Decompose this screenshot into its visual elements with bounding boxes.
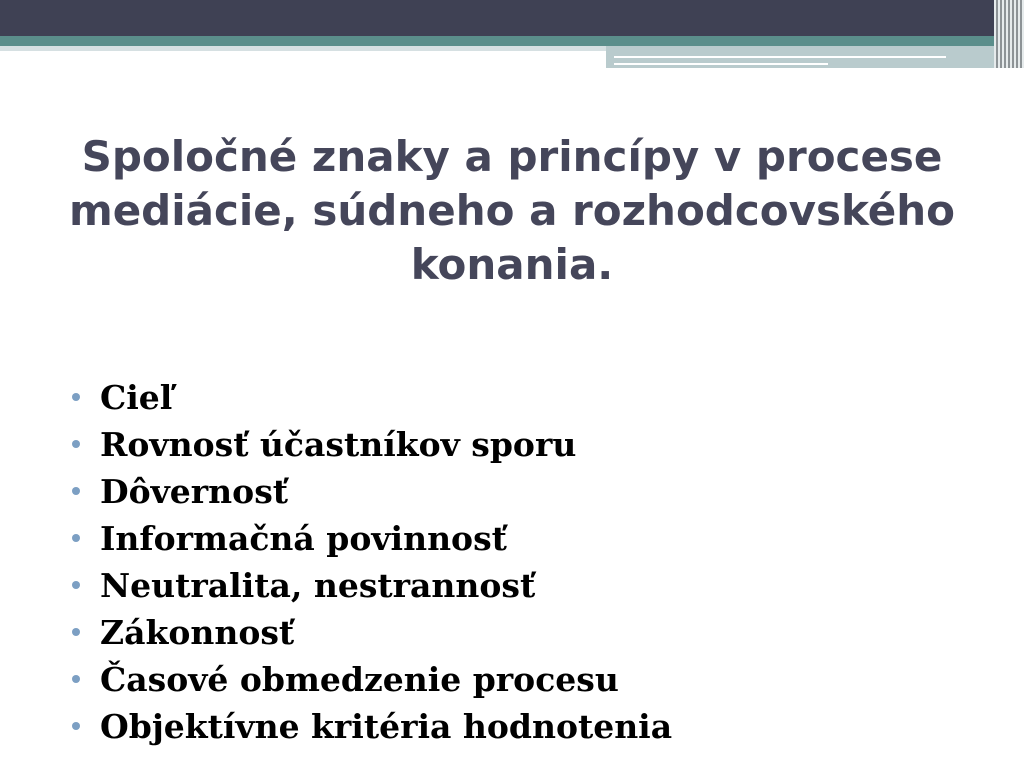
bullet-text: Dôvernosť bbox=[100, 472, 289, 511]
header-banner-teal bbox=[0, 36, 1024, 46]
bullet-text: Zákonnosť bbox=[100, 613, 295, 652]
bullet-text: Cieľ bbox=[100, 378, 173, 417]
bullet-dot-icon bbox=[72, 722, 80, 730]
bullet-text: Časové obmedzenie procesu bbox=[100, 660, 619, 699]
bullet-item bbox=[72, 562, 672, 609]
bullet-item bbox=[72, 656, 672, 703]
bullet-text: Neutralita, nestrannosť bbox=[100, 566, 536, 605]
bullet-dot-icon bbox=[72, 440, 80, 448]
bullet-text: Informačná povinnosť bbox=[100, 519, 507, 558]
bullet-dot-icon bbox=[72, 675, 80, 683]
bullet-item bbox=[72, 468, 672, 515]
bullet-item bbox=[72, 374, 672, 421]
bullet-dot-icon bbox=[72, 487, 80, 495]
bullet-text: Rovnosť účastníkov sporu bbox=[100, 425, 577, 464]
header-banner-dark bbox=[0, 0, 1024, 36]
bullet-item bbox=[72, 703, 672, 750]
header-stripes bbox=[994, 0, 1024, 68]
bullet-dot-icon bbox=[72, 628, 80, 636]
bullet-item bbox=[72, 515, 672, 562]
bullet-dot-icon bbox=[72, 581, 80, 589]
bullet-dot-icon bbox=[72, 534, 80, 542]
header-tab-line bbox=[614, 63, 828, 65]
bullet-list bbox=[72, 374, 672, 750]
header-tab-line bbox=[614, 56, 946, 58]
bullet-item bbox=[72, 609, 672, 656]
bullet-dot-icon bbox=[72, 393, 80, 401]
slide-title: Spoločné znaky a princípy v procese mediácie, súdneho a rozhodcovského konania. bbox=[68, 132, 956, 289]
bullet-text: Objektívne kritéria hodnotenia bbox=[100, 707, 673, 746]
bullet-item bbox=[72, 421, 672, 468]
